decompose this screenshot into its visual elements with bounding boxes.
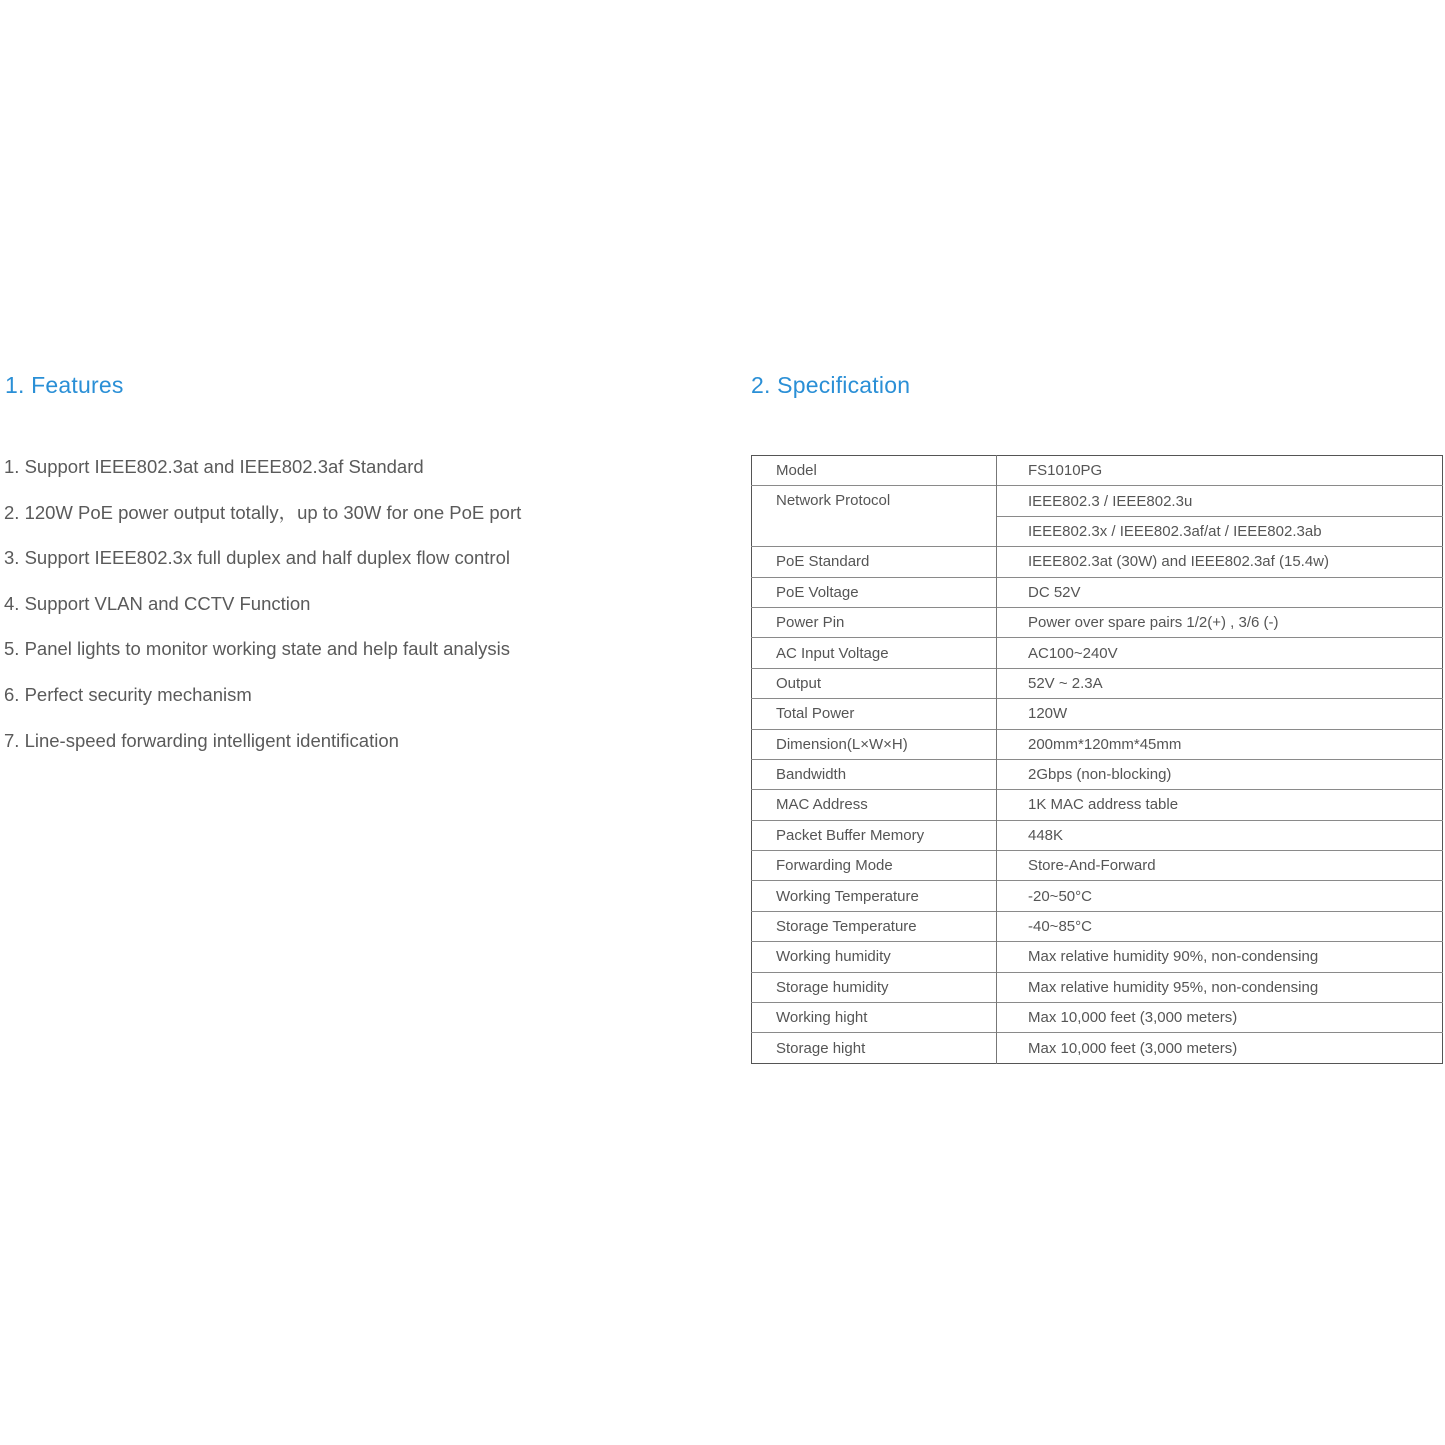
spec-value: Max 10,000 feet (3,000 meters): [997, 1033, 1443, 1063]
table-row: [752, 547, 1443, 577]
features-title: 1. Features: [5, 372, 124, 398]
spec-value: AC100~240V: [997, 638, 1443, 668]
spec-label: Network Protocol: [752, 486, 997, 547]
feature-item: 1. Support IEEE802.3at and IEEE802.3af Standard: [4, 456, 424, 477]
spec-value: 120W: [997, 699, 1443, 729]
table-row: [752, 851, 1443, 881]
spec-label: Total Power: [752, 699, 997, 729]
feature-item: 6. Perfect security mechanism: [4, 683, 252, 705]
spec-label: Working humidity: [752, 942, 997, 972]
table-row: [752, 790, 1443, 820]
spec-label: Packet Buffer Memory: [752, 820, 997, 850]
spec-value: 200mm*120mm*45mm: [997, 729, 1443, 759]
spec-label: PoE Standard: [752, 547, 997, 577]
specification-title: 2. Specification: [751, 372, 911, 398]
table-row: [752, 1003, 1443, 1033]
spec-label: Power Pin: [752, 607, 997, 637]
spec-value: Max 10,000 feet (3,000 meters): [997, 1003, 1443, 1033]
spec-value: IEEE802.3at (30W) and IEEE802.3af (15.4w): [997, 547, 1443, 577]
spec-value: Store-And-Forward: [997, 851, 1443, 881]
table-row: [752, 486, 1443, 516]
spec-label: MAC Address: [752, 790, 997, 820]
table-row: [752, 607, 1443, 637]
feature-item: 7. Line-speed forwarding intelligent identification: [4, 729, 399, 751]
table-row: [752, 759, 1443, 789]
table-row: [752, 456, 1443, 486]
table-row: [752, 911, 1443, 941]
spec-label: Storage humidity: [752, 972, 997, 1002]
specification-table: [751, 455, 1443, 1064]
spec-label: AC Input Voltage: [752, 638, 997, 668]
table-row: [752, 1033, 1443, 1063]
feature-item: 5. Panel lights to monitor working state and help fault analysis: [4, 638, 510, 660]
spec-value: Max relative humidity 90%, non-condensing: [997, 942, 1443, 972]
spec-value: IEEE802.3 / IEEE802.3u: [997, 486, 1443, 516]
spec-value: IEEE802.3x / IEEE802.3af/at / IEEE802.3ab: [997, 516, 1443, 546]
feature-item: 4. Support VLAN and CCTV Function: [4, 592, 311, 614]
spec-value: 2Gbps (non-blocking): [997, 759, 1443, 789]
spec-label: Dimension(L×W×H): [752, 729, 997, 759]
table-row: [752, 668, 1443, 698]
spec-value: Power over spare pairs 1/2(+) , 3/6 (-): [997, 607, 1443, 637]
feature-item: 2. 120W PoE power output totally，up to 30W for one PoE port: [4, 501, 522, 523]
spec-value: 52V ~ 2.3A: [997, 668, 1443, 698]
spec-value: -20~50°C: [997, 881, 1443, 911]
spec-label: Forwarding Mode: [752, 851, 997, 881]
feature-item: 3. Support IEEE802.3x full duplex and half duplex flow control: [4, 547, 510, 569]
spec-value: -40~85°C: [997, 911, 1443, 941]
table-row: [752, 972, 1443, 1002]
table-row: [752, 820, 1443, 850]
spec-value: DC 52V: [997, 577, 1443, 607]
spec-label: Working hight: [752, 1003, 997, 1033]
table-row: [752, 638, 1443, 668]
features-list: [4, 444, 521, 763]
spec-value: FS1010PG: [1028, 462, 1103, 480]
table-row: [752, 577, 1443, 607]
table-row: [752, 729, 1443, 759]
spec-value: 448K: [997, 820, 1443, 850]
table-row: [752, 699, 1443, 729]
spec-label: Model: [752, 456, 997, 486]
table-row: [752, 881, 1443, 911]
table-row: [752, 942, 1443, 972]
spec-value: Max relative humidity 95%, non-condensing: [997, 972, 1443, 1002]
spec-value: 1K MAC address table: [997, 790, 1443, 820]
spec-label: PoE Voltage: [752, 577, 997, 607]
spec-label: Output: [752, 668, 997, 698]
spec-label: Bandwidth: [752, 759, 997, 789]
spec-label: Working Temperature: [752, 881, 997, 911]
spec-label: Storage hight: [752, 1033, 997, 1063]
spec-label: Storage Temperature: [752, 911, 997, 941]
